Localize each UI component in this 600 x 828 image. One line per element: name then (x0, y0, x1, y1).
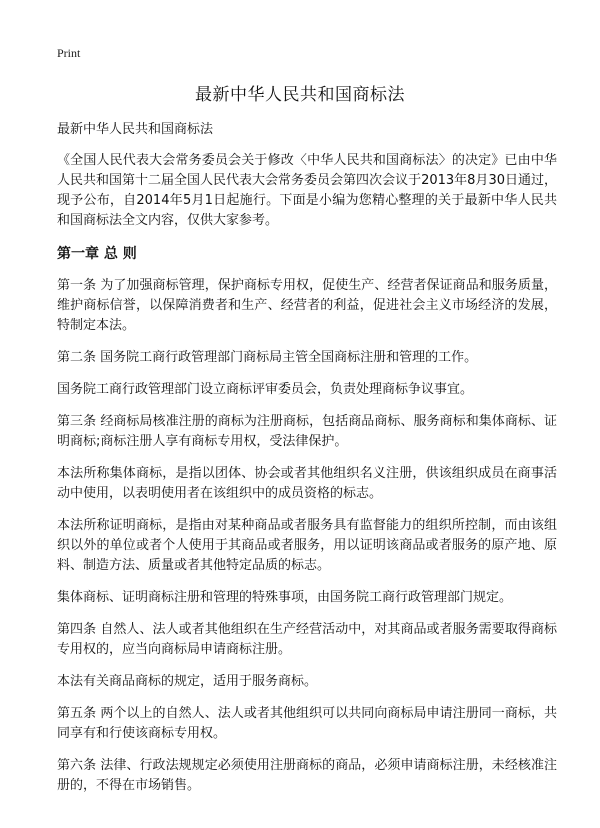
special-matters-paragraph: 集体商标、证明商标注册和管理的特殊事项，由国务院工商行政管理部门规定。 (57, 590, 513, 605)
document-body (57, 120, 557, 808)
article-2-clause-paragraph: 国务院工商行政管理部门设立商标评审委员会，负责处理商标争议事宜。 (57, 382, 474, 397)
article-5-paragraph: 第五条 两个以上的自然人、法人或者其他组织可以共同向商标局申请注册同一商标，共同享有和行使该商标专用权。 (57, 706, 557, 741)
article-2-paragraph: 第二条 国务院工商行政管理部门商标局主管全国商标注册和管理的工作。 (57, 350, 478, 365)
chapter-heading: 第一章 总 则 (57, 246, 137, 262)
article-3-paragraph: 第三条 经商标局核准注册的商标为注册商标，包括商品商标、服务商标和集体商标、证明商标;商标注册人享有商标专用权，受法律保护。 (57, 414, 557, 449)
collective-mark-paragraph: 本法所称集体商标，是指以团体、协会或者其他组织名义注册，供该组织成员在商事活动中使用，以表明使用者在该组织中的成员资格的标志。 (57, 466, 557, 501)
document-subtitle: 最新中华人民共和国商标法 (57, 122, 214, 137)
certification-mark-paragraph: 本法所称证明商标，是指由对某种商品或者服务具有监督能力的组织所控制，而由该组织以外的单位或者个人使用于其商品或者服务，用以证明该商品或者服务的原产地、原料、制造方法、质量或者其他特定品质的标志。 (57, 518, 557, 573)
article-1-paragraph: 第一条 为了加强商标管理，保护商标专用权，促使生产、经营者保证商品和服务质量，维护商标信誉，以保障消费者和生产、经营者的利益，促进社会主义市场经济的发展，特制定本法。 (57, 278, 557, 333)
service-mark-paragraph: 本法有关商品商标的规定，适用于服务商标。 (57, 674, 318, 689)
article-4-paragraph: 第四条 自然人、法人或者其他组织在生产经营活动中，对其商品或者服务需要取得商标专用权的，应当向商标局申请商标注册。 (57, 622, 557, 657)
article-6-paragraph: 第六条 法律、行政法规规定必须使用注册商标的商品，必须申请商标注册，未经核准注册的，不得在市场销售。 (57, 758, 557, 793)
page-title: 最新中华人民共和国商标法 (195, 85, 405, 105)
intro-paragraph: 《全国人民代表大会常务委员会关于修改〈中华人民共和国商标法〉的决定》已由中华人民共和国第十二届全国人民代表大会常务委员会第四次会议于2013年8月30日通过，现予公布，自2014年5月1日起施行。下面是小编为您精心整理的关于最新中华人民共和国商标法全文内容，仅供大家参考。 (57, 153, 557, 228)
print-link[interactable]: Print (57, 46, 81, 60)
